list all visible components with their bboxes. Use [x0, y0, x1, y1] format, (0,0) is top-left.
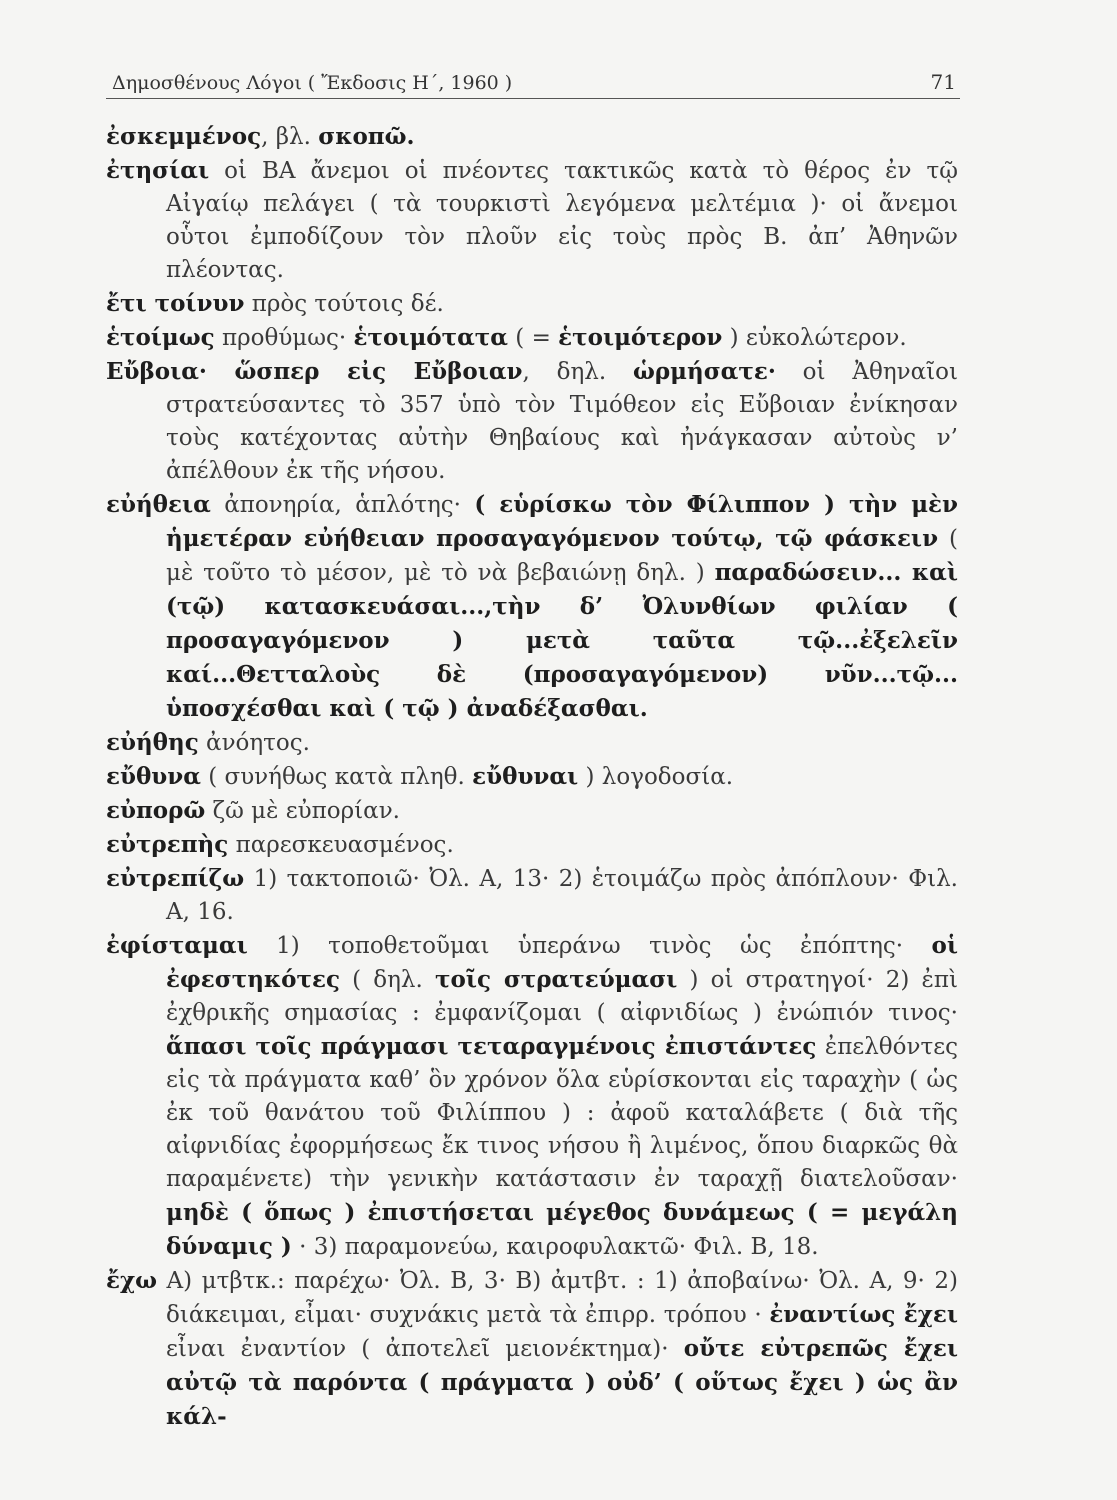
greek-lemma-text: Εὔβοια· ὥσπερ εἰς Εὔβοιαν	[106, 358, 523, 385]
definition-text: ( συνήθως κατὰ πληθ.	[200, 764, 473, 790]
glossary-entry	[106, 120, 958, 154]
greek-lemma-text: εὔθυνα	[106, 763, 201, 790]
glossary-entry	[106, 1264, 958, 1434]
greek-lemma-text: ἐτησίαι	[106, 157, 210, 184]
greek-lemma-text: εὔθυναι	[472, 763, 579, 790]
greek-lemma-text: τοῖς στρατεύμασι	[435, 966, 678, 993]
glossary-body	[106, 120, 958, 1434]
greek-lemma-text: μηδὲ ( ὅπως ) ἐπιστήσεται μέγεθος δυνάμεως ( = μεγάλη δύναμις )	[166, 1199, 958, 1260]
glossary-entry	[106, 794, 958, 828]
glossary-entry	[106, 862, 958, 929]
glossary-entry	[106, 828, 958, 862]
greek-lemma-text: εὐήθεια	[106, 491, 211, 518]
greek-lemma-text: οὔτε εὐτρεπῶς ἔχει αὐτῷ τὰ παρόντα ( πράγματα ) οὐδ’ ( οὕτως ἔχει ) ὡς ἂν κάλ-	[166, 1335, 958, 1430]
greek-lemma-text: σκοπῶ.	[318, 123, 415, 150]
definition-text: παρεσκευασμένος.	[228, 832, 454, 858]
definition-text: ἀπονηρία, ἁπλότης·	[210, 492, 475, 518]
greek-lemma-text: ἅπασι τοῖς πράγμασι τεταραγμένοις ἐπιστάντες	[166, 1033, 817, 1060]
greek-lemma-text: οἱ ἐφεστηκότες	[166, 932, 958, 993]
greek-lemma-text: ἐναντίως ἔχει	[769, 1301, 958, 1328]
definition-text: ἐπελθόντες εἰς τὰ πράγματα καθ’ ὃν χρόνον ὅλα εὑρίσκονται εἰς ταραχὴν ( ὡς ἐκ τοῦ θανάτου τοῦ Φιλίππου ) : ἀφοῦ καταλάβετε ( διὰ τῆς αἰφνιδίας ἐφορμήσεως ἔκ τινος νήσου ἢ λιμένος, ὅπου διαρκῶς θὰ παραμένετε) τὴν γενικὴν κατάστασιν ἐν ταραχῇ διατελοῦσαν·	[166, 1034, 958, 1192]
greek-lemma-text: εὐπορῶ	[106, 797, 206, 824]
definition-text: οἱ Ἀθηναῖοι στρατεύσαντες τὸ 357 ὑπὸ τὸν Τιμόθεον εἰς Εὔβοιαν ἐνίκησαν τοὺς κατέχοντας αὐτὴν Θηβαίους καὶ ἠνάγκασαν αὐτοὺς ν’ ἀπέλθουν ἐκ τῆς νήσου.	[166, 359, 958, 484]
definition-text: ( δηλ.	[339, 967, 435, 993]
definition-text: ( =	[507, 325, 559, 351]
definition-text: πρὸς τούτοις δέ.	[244, 291, 444, 317]
definition-text: εἶναι ἐναντίον ( ἀποτελεῖ μειονέκτημα)·	[166, 1336, 684, 1362]
greek-lemma-text: παραδώσειν... καὶ (τῷ) κατασκευάσαι...,τὴν δ’ Ὀλυνθίων φιλίαν ( προσαγαγόμενον ) μετὰ ταῦτα τῷ...ἐξελεῖν καί...Θετταλοὺς δὲ (προσαγαγόμενον) νῦν...τῷ... ὑποσχέσθαι καὶ ( τῷ ) ἀναδέξασθαι.	[166, 559, 958, 722]
definition-text: ἀνόητος.	[198, 730, 310, 756]
glossary-entry	[106, 355, 958, 488]
greek-lemma-text: εὐτρεπὴς	[106, 831, 229, 858]
definition-text: , βλ.	[261, 124, 319, 150]
greek-lemma-text: εὐήθης	[106, 729, 199, 756]
greek-lemma-text: ἑτοιμότερον	[558, 324, 723, 351]
definition-text: ) εὐκολώτερον.	[722, 325, 907, 351]
greek-lemma-text: ἑτοιμότατα	[353, 324, 508, 351]
definition-text: οἱ ΒΑ ἄνεμοι οἱ πνέοντες τακτικῶς κατὰ τὸ θέρος ἐν τῷ Αἰγαίῳ πελάγει ( τὰ τουρκιστὶ λεγόμενα μελτέμια )· οἱ ἄνεμοι οὗτοι ἐμποδίζουν τὸν πλοῦν εἰς τοὺς πρὸς Β. ἀπ’ Ἀθηνῶν πλέοντας.	[166, 158, 958, 283]
greek-lemma-text: ( εὑρίσκω τὸν Φίλιππον ) τὴν μὲν ἡμετέραν εὐήθειαν προσαγαγόμενον τούτῳ, τῷ φάσκειν	[166, 491, 958, 552]
definition-text: · 3) παραμονεύω, καιροφυλακτῶ· Φιλ. Β, 18.	[291, 1234, 819, 1260]
greek-lemma-text: ἐσκεμμένος	[106, 123, 262, 150]
page-number: 71	[930, 70, 956, 94]
glossary-entry	[106, 726, 958, 760]
definition-text: ζῶ μὲ εὐπορίαν.	[205, 798, 400, 824]
greek-lemma-text: ἔχω	[106, 1267, 158, 1294]
definition-text: 1) τακτοποιῶ· Ὀλ. Α, 13· 2) ἑτοιμάζω πρὸς ἀπόπλουν· Φιλ. Α, 16.	[166, 866, 958, 925]
definition-text: Α) μτβτκ.: παρέχω· Ὀλ. Β, 3· Β) ἀμτβτ. : 1) ἀποβαίνω· Ὀλ. Α, 9· 2) διάκειμαι, εἶμαι· συχνάκις μετὰ τὰ ἐπιρρ. τρόπου ·	[157, 1268, 958, 1328]
greek-lemma-text: εὐτρεπίζω	[106, 865, 245, 892]
greek-lemma-text: ἔτι τοίνυν	[106, 290, 245, 317]
glossary-entry	[106, 760, 958, 794]
glossary-entry	[106, 321, 958, 355]
greek-lemma-text: ἑτοίμως	[106, 324, 215, 351]
glossary-entry	[106, 929, 958, 1264]
definition-text: προθύμως·	[214, 325, 354, 351]
definition-text: ) οἱ στρατηγοί· 2) ἐπὶ ἐχθρικῆς σημασίας : ἐμφανίζομαι ( αἰφνιδίως ) ἐνώπιόν τινος·	[166, 967, 958, 1026]
glossary-entry	[106, 154, 958, 287]
definition-text: , δηλ.	[522, 359, 633, 385]
header-title: Δημοσθένους Λόγοι ( Ἔκδοσις Η΄, 1960 )	[112, 72, 513, 94]
definition-text: ) λογοδοσία.	[578, 764, 734, 790]
glossary-entry	[106, 488, 958, 726]
greek-lemma-text: ἐφίσταμαι	[106, 932, 248, 959]
running-header	[106, 66, 960, 99]
glossary-entry	[106, 287, 958, 321]
definition-text: 1) τοποθετοῦμαι ὑπεράνω τινὸς ὡς ἐπόπτης·	[247, 933, 932, 959]
greek-lemma-text: ὡρμήσατε·	[632, 358, 776, 385]
definition-text: ( μὲ τοῦτο τὸ μέσον, μὲ τὸ νὰ βεβαιώνῃ δηλ. )	[166, 526, 958, 586]
